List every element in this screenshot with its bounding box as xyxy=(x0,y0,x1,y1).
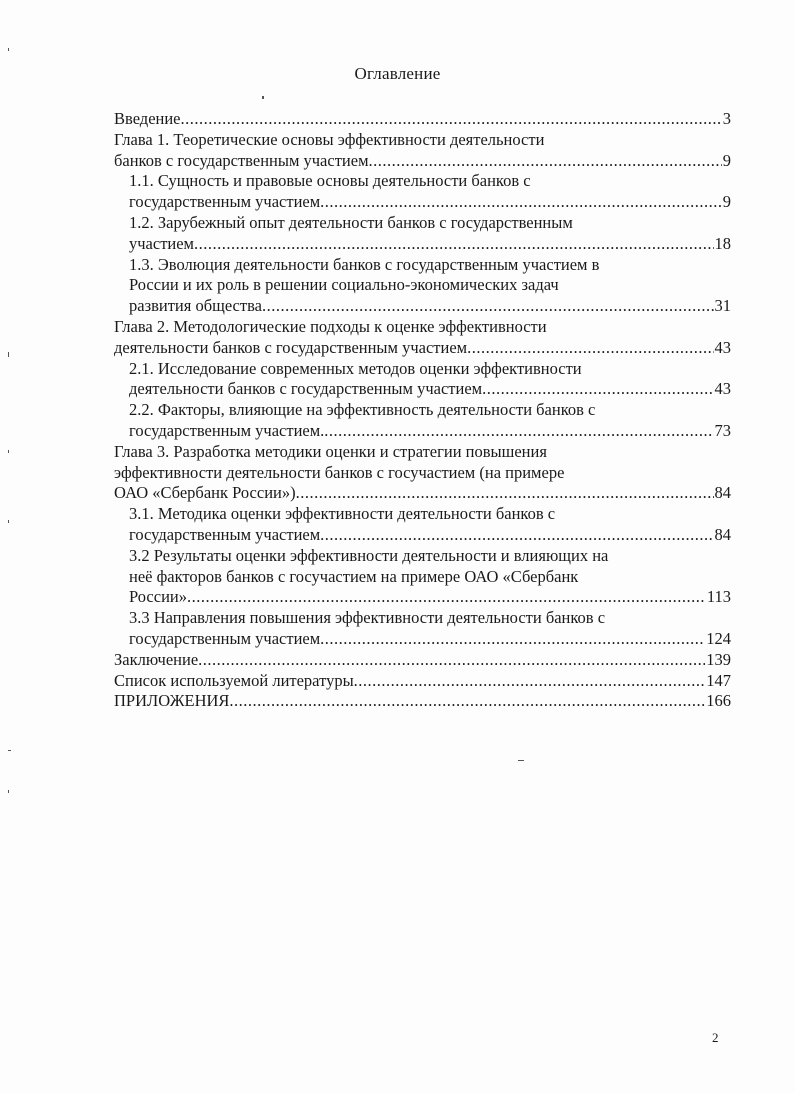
toc-page-number: 31 xyxy=(714,296,731,316)
toc-entry xyxy=(114,171,731,213)
toc-entry-text: 2.2. Факторы, влияющие на эффективность деятельности банков с xyxy=(129,400,596,420)
toc-entry-last-line xyxy=(129,629,731,650)
toc-entry-text: банков с государственным участием xyxy=(114,150,369,170)
toc-entry xyxy=(114,317,731,359)
table-of-contents xyxy=(114,109,731,712)
toc-leader-dots xyxy=(198,650,705,671)
toc-entry-last-line xyxy=(129,525,731,546)
toc-leader-dots xyxy=(229,691,705,712)
toc-entry-text: эффективности деятельности банков с госучастием (на примере xyxy=(114,462,565,482)
scan-speck xyxy=(8,450,9,453)
toc-leader-dots xyxy=(320,192,722,213)
toc-entry-last-line xyxy=(129,234,731,255)
toc-entry-text: государственным участием xyxy=(129,628,321,648)
toc-page-number: 73 xyxy=(714,420,731,440)
toc-entry xyxy=(114,130,731,172)
toc-page-number: 147 xyxy=(706,670,731,690)
scan-speck xyxy=(8,48,9,51)
toc-leader-dots xyxy=(354,671,706,692)
scan-speck xyxy=(262,96,264,99)
toc-page-number: 43 xyxy=(714,379,731,399)
toc-entry-text: участием xyxy=(129,233,195,253)
toc-page-number: 84 xyxy=(714,524,731,544)
toc-entry-text: Глава 2. Методологические подходы к оценке эффективности xyxy=(114,316,547,336)
toc-leader-dots xyxy=(262,296,714,317)
toc-page-number: 18 xyxy=(714,233,731,253)
toc-title: Оглавление xyxy=(354,64,441,83)
scan-speck xyxy=(8,520,9,523)
toc-entry-text: деятельности банков с государственным участием xyxy=(114,337,468,357)
toc-page-number: 166 xyxy=(706,691,731,711)
toc-entry-text: Заключение xyxy=(114,649,199,669)
toc-leader-dots xyxy=(369,151,722,172)
toc-leader-dots xyxy=(296,483,714,504)
toc-entry-last-line xyxy=(114,151,731,172)
toc-leader-dots xyxy=(194,234,713,255)
toc-entry-text: Глава 3. Разработка методики оценки и стратегии повышения xyxy=(114,441,547,461)
toc-page-number: 113 xyxy=(706,587,731,607)
toc-page-number: 9 xyxy=(722,192,731,212)
toc-entry xyxy=(114,400,731,442)
toc-entry-last-line xyxy=(114,650,731,671)
toc-entry-text: ОАО «Сбербанк России») xyxy=(114,483,296,503)
scan-speck xyxy=(8,352,9,357)
toc-entry-last-line xyxy=(114,109,731,130)
toc-entry-last-line xyxy=(114,671,731,692)
toc-entry-text: 1.3. Эволюция деятельности банков с государственным участием в xyxy=(129,254,600,274)
toc-page-number: 124 xyxy=(706,628,731,648)
toc-entry-text: 2.1. Исследование современных методов оценки эффективности xyxy=(129,358,582,378)
toc-entry-text: 1.1. Сущность и правовые основы деятельности банков с xyxy=(129,171,531,191)
toc-entry-text: ПРИЛОЖЕНИЯ xyxy=(114,691,230,711)
toc-page-number: 139 xyxy=(706,649,731,669)
toc-page-number: 3 xyxy=(722,109,731,128)
toc-entry-text: Введение xyxy=(114,109,181,128)
toc-entry-last-line xyxy=(114,338,731,359)
toc-entry-text: 3.1. Методика оценки эффективности деятельности банков с xyxy=(129,504,556,524)
toc-entry-last-line xyxy=(129,587,731,608)
scan-speck xyxy=(518,760,524,761)
toc-page-number: 43 xyxy=(714,337,731,357)
toc-entry-text: Список используемой литературы xyxy=(114,670,354,690)
toc-entry-text: 3.3 Направления повышения эффективности деятельности банков с xyxy=(129,608,606,628)
toc-entry xyxy=(114,442,731,504)
toc-entry-last-line xyxy=(114,691,731,712)
toc-entry-text: 1.2. Зарубежный опыт деятельности банков с государственным xyxy=(129,212,573,232)
toc-entry-text: государственным участием xyxy=(129,192,321,212)
toc-entry xyxy=(114,671,731,692)
toc-entry-text: Глава 1. Теоретические основы эффективности деятельности xyxy=(114,129,545,149)
toc-leader-dots xyxy=(320,525,713,546)
toc-leader-dots xyxy=(467,338,713,359)
toc-entry-text: неё факторов банков с госучастием на примере ОАО «Сбербанк xyxy=(129,566,579,586)
toc-entry xyxy=(114,546,731,608)
toc-leader-dots xyxy=(181,109,722,130)
toc-entry xyxy=(114,608,731,650)
scan-speck xyxy=(8,790,9,793)
toc-page-number: 9 xyxy=(722,150,731,170)
scan-speck xyxy=(8,750,11,751)
toc-entry-last-line xyxy=(129,296,731,317)
toc-page-number: 84 xyxy=(714,483,731,503)
toc-entry xyxy=(114,504,731,546)
toc-entry-last-line xyxy=(114,483,731,504)
toc-entry-text: России» xyxy=(129,587,187,607)
toc-entry xyxy=(114,691,731,712)
toc-entry xyxy=(114,255,731,317)
toc-entry-last-line xyxy=(129,192,731,213)
toc-leader-dots xyxy=(320,629,705,650)
toc-leader-dots xyxy=(324,421,713,442)
page-number: 2 xyxy=(712,1030,719,1045)
toc-entry-text: России и их роль в решении социально-экономических задач xyxy=(129,275,559,295)
toc-entry-text: государственным участием. xyxy=(129,420,325,440)
toc-entry xyxy=(114,359,731,401)
toc-leader-dots xyxy=(482,379,713,400)
toc-entry-text: 3.2 Результаты оценки эффективности деятельности и влияющих на xyxy=(129,545,609,565)
toc-entry-last-line xyxy=(129,379,731,400)
toc-entry-text: деятельности банков с государственным участием xyxy=(129,379,483,399)
toc-entry-text: государственным участием xyxy=(129,524,321,544)
toc-entry-text: развития общества xyxy=(129,296,262,316)
toc-entry xyxy=(114,213,731,255)
toc-entry-last-line xyxy=(129,421,731,442)
toc-leader-dots xyxy=(187,587,706,608)
toc-entry xyxy=(114,109,731,130)
toc-entry xyxy=(114,650,731,671)
